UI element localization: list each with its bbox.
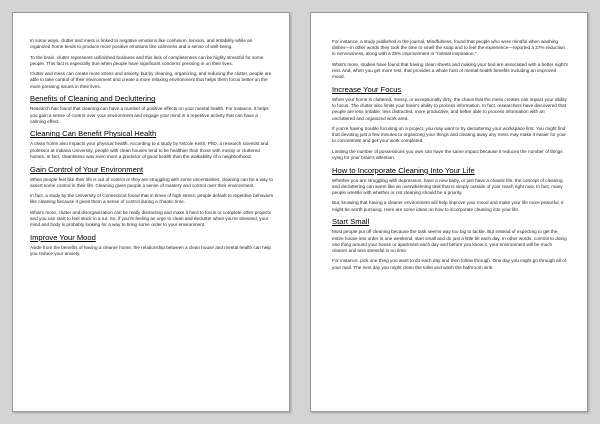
- section-heading: How to Incorporate Cleaning Into Your Life: [332, 165, 475, 175]
- page-left-content: [30, 38, 274, 261]
- paragraph: To the brain, clutter represents unfinished business and this lack of completeness can be highly stressful for some people. This fact is especially true when people have significant concerns pressing in on their lives.: [30, 54, 264, 66]
- paragraph: If you're having trouble focusing on a project, you may want to try decluttering your workspace first. You might find that devoting just a few minutes to organizing your things and clearing away any mess may make it easier for your to concentrate and get your work completed.: [332, 125, 566, 144]
- paragraph: In some ways, clutter and mess is linked to negative emotions like confusion, tension, and irritability while an organized home tends to produce more positive emotions like calmness and a sense of well-being.: [30, 38, 253, 50]
- paragraph: A clean home also impacts your physical health. According to a study by NiCole Keith, PhD, a research scientist and professor at Indiana University, people with clean houses tend to be healthier than those with messy or cluttered homes. In fact, cleanliness was even more a predictor of good health than the walkability of a neighborhood.: [30, 141, 269, 159]
- paragraph: Research has found that cleaning can have a number of positive effects on your mental health. For instance, it helps you gain a sense of control over your environment and engage your mind in a repetitive activity that can have a calming effect.: [30, 106, 269, 124]
- section-heading: Gain Control of Your Environment: [30, 164, 144, 174]
- section-heading: Increase Your Focus: [332, 84, 402, 94]
- paragraph: What's more, studies have found that having clean sheets and making your bed are associated with a better night's rest. And, when you get more rest, that provides a whole host of mental health benefits including an improved mood.: [332, 61, 569, 80]
- paragraph: Most people put off cleaning because the task seems way too big to tackle. But instead of expecting to get the entire house into order in one weekend, start small and do just a little bit each day. In other words, commit to doing one thing around your house or apartment each day and before you know it, your environment will be much cleaner and less stressful in no time.: [332, 229, 567, 253]
- document-page-right: [310, 12, 588, 412]
- page-right-content: [332, 39, 568, 275]
- section-heading: Benefits of Cleaning and Decluttering: [30, 94, 156, 104]
- paragraph: For instance, a study published in the journal, Mindfulness, found that people who were mindful when washing dishes—in other words they took the time to smell the soap and to feel the experience—reported a 27% reduction in nervousness, along with a 25% improvement in "mental inspiration.": [332, 39, 565, 57]
- section-heading: Improve Your Mood: [30, 232, 96, 242]
- section-heading: Cleaning Can Benefit Physical Health: [30, 129, 157, 139]
- paragraph: Limiting the number of possessions you own can have the same impact because it reduces the number of things vying for your brain's attention.: [332, 148, 563, 160]
- paragraph: Aside from the benefits of having a cleaner home, the relationship between a clean house and mental health can help you reduce your anxiety.: [30, 244, 271, 257]
- section-heading: Start Small: [332, 217, 370, 227]
- paragraph: When people feel like their life is out of control or they are struggling with some uncertainties, cleaning can be a way to assert some control in their life. Cleaning gives people a sense of mastery and control over their environment.: [30, 176, 273, 188]
- paragraph: But, knowing that having a cleaner environment will help improve your mood and make your life more peaceful, it might be worth pursuing. Here are some ideas on how to incorporate cleaning into your life.: [332, 200, 564, 212]
- paragraph: Whether you are struggling with depression, have a new baby, or just have a chaotic life, the concept of cleaning and decluttering can seem like an overwhelming task that is simply outside of your reach right now. In fact, many people wrestle with whether or not cleaning should be a priority.: [332, 177, 563, 196]
- paragraph: Clutter and mess can create more stress and anxiety, but by cleaning, organizing, and reducing the clutter, people are able to take control of their environment and create a more relaxing environment that helps them focus better on the more pressing issues in their lives.: [30, 71, 272, 89]
- paragraph: For instance, pick one thing you want to do each day and then follow through. One day you might go through all of your mail. The next day you might clean the toilet and wash the bathroom sink.: [332, 258, 566, 270]
- document-page-left: [12, 12, 290, 412]
- paragraph: What's more, clutter and disorganization can be really distracting and make it hard to focus or complete other projects and you can start to feel stuck in a rut. So, if you're feeling an urge to clean and declutter when you're stressed, your mind and body is probably looking for a way to bring some order to your environment.: [30, 209, 272, 228]
- paragraph: In fact, a study by the University of Connecticut found that in times of high stress, people default to repetitive behaviors like cleaning because it gives them a sense of control during a chaotic time.: [30, 193, 274, 205]
- paragraph: When your home is cluttered, messy, or exceptionally dirty, the chaos that the mess creates can impact your ability to focus. The clutter also limits your brain's ability to process information. In fact, researchers have discovered that people are less irritable, less distracted, more productive, and better able to process information with an uncluttered and organized work area.: [332, 96, 567, 121]
